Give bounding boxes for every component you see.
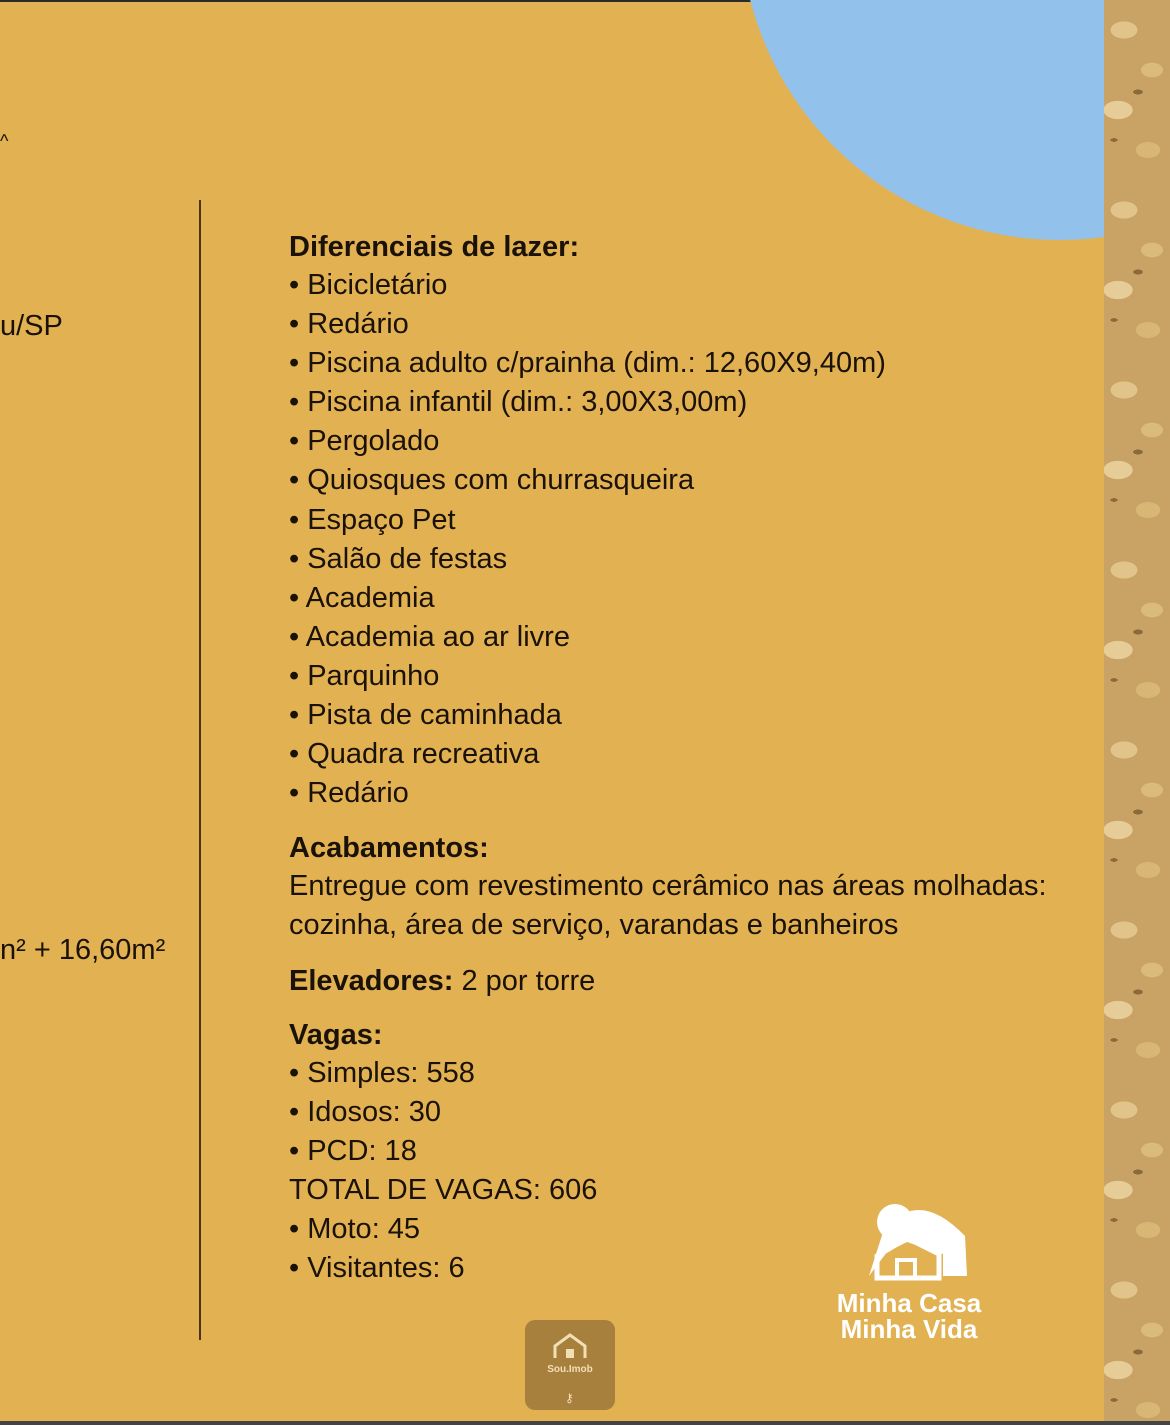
lazer-item: • Quiosques com churrasqueira (289, 461, 1049, 500)
lazer-heading: Diferenciais de lazer: (289, 231, 580, 263)
elevadores-value: 2 por torre (453, 964, 596, 997)
vagas-item: • Idosos: 30 (289, 1093, 1049, 1132)
column-divider (199, 200, 201, 1340)
elevadores-line (289, 962, 1049, 1001)
vagas-heading: Vagas: (289, 1018, 383, 1051)
mcmv-line-1: Minha Casa (836, 1288, 982, 1318)
acabamentos-heading: Acabamentos: (289, 832, 489, 865)
vagas-total: TOTAL DE VAGAS: 606 (289, 1173, 598, 1206)
lazer-item: • Piscina infantil (dim.: 3,00X3,00m) (289, 383, 1049, 422)
vagas-item: • Visitantes: 6 (289, 1249, 1049, 1288)
acabamentos-section (289, 830, 1049, 945)
lazer-item: • Espaço Pet (289, 501, 1049, 540)
watermark-name: Sou.Imob (547, 1364, 593, 1375)
bottom-border (0, 1421, 1170, 1425)
mcmv-wordmark (822, 1290, 996, 1342)
left-area-fragment: n² + 16,60m² (0, 934, 166, 966)
vagas-list (289, 1054, 1049, 1171)
lazer-item: • Pista de caminhada (289, 696, 1049, 735)
left-mark: ^ (0, 131, 9, 151)
lazer-section (289, 229, 1049, 813)
lazer-item: • Academia (289, 579, 1049, 618)
stone-texture-strip (1104, 0, 1170, 1421)
soulmob-watermark (525, 1320, 615, 1410)
acabamentos-text: Entregue com revestimento cerâmico nas áreas molhadas: cozinha, área de serviço, varandas e banheiros (289, 870, 1047, 942)
watermark-house-icon (525, 1320, 615, 1364)
vagas-item: • Moto: 45 (289, 1210, 1049, 1249)
lazer-item: • Pergolado (289, 422, 1049, 461)
left-city-fragment: u/SP (0, 310, 63, 342)
lazer-item: • Redário (289, 305, 1049, 344)
minha-casa-minha-vida-logo (822, 1196, 1002, 1346)
lazer-item: • Redário (289, 774, 1049, 813)
features-column (289, 229, 1049, 1288)
vagas-item: • Simples: 558 (289, 1054, 1049, 1093)
house-logo-icon (847, 1196, 967, 1282)
lazer-item: • Academia ao ar livre (289, 618, 1049, 657)
mcmv-line-2: Minha Vida (840, 1314, 978, 1344)
lazer-item: • Piscina adulto c/prainha (dim.: 12,60X9,40m) (289, 344, 1049, 383)
lazer-item: • Salão de festas (289, 540, 1049, 579)
lazer-item: • Parquinho (289, 657, 1049, 696)
elevadores-label: Elevadores: (289, 964, 454, 997)
lazer-item: • Bicicletário (289, 266, 1049, 305)
key-icon: ⚷ (565, 1391, 574, 1405)
vagas-item: • PCD: 18 (289, 1132, 1049, 1171)
lazer-list (289, 266, 1049, 813)
lazer-item: • Quadra recreativa (289, 735, 1049, 774)
